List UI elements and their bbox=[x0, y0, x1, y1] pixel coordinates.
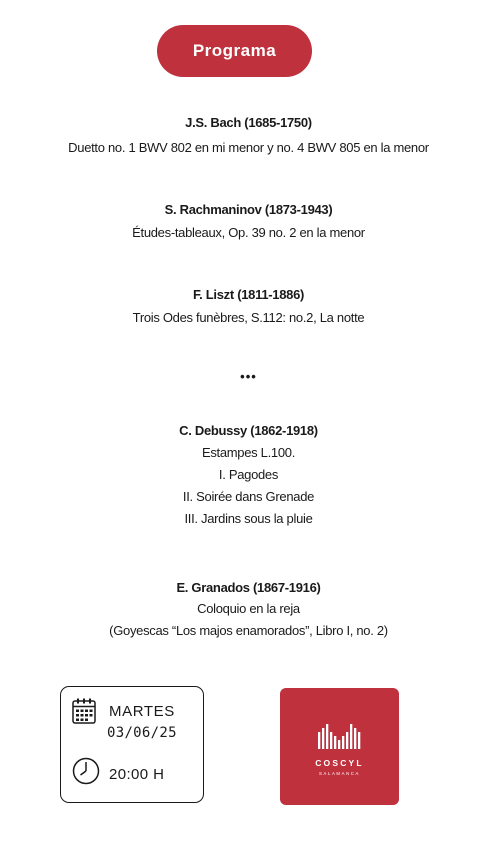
organ-pipes-icon bbox=[318, 724, 360, 749]
work-title: Duetto no. 1 BWV 802 en mi menor y no. 4 BWV 805 en la menor bbox=[68, 140, 429, 155]
program-title-badge: Programa bbox=[157, 25, 312, 77]
program-item-rachmaninov bbox=[0, 201, 497, 243]
program-item-debussy bbox=[0, 422, 497, 529]
program-item-bach bbox=[0, 114, 497, 158]
composer-name: C. Debussy (1862-1918) bbox=[179, 423, 318, 438]
coscyl-logo bbox=[280, 688, 399, 805]
event-info-box bbox=[60, 686, 204, 803]
work-title: Trois Odes funèbres, S.112: no.2, La notte bbox=[132, 310, 365, 325]
work-movement: I. Pagodes bbox=[218, 467, 279, 482]
logo-name: COSCYL bbox=[315, 758, 364, 768]
work-movement: II. Soirée dans Grenade bbox=[182, 489, 315, 504]
event-day: MARTES bbox=[109, 703, 175, 720]
composer-name: S. Rachmaninov (1873-1943) bbox=[164, 202, 333, 217]
composer-name: F. Liszt (1811-1886) bbox=[192, 287, 305, 302]
composer-name: E. Granados (1867-1916) bbox=[176, 580, 321, 595]
program-item-granados bbox=[0, 579, 497, 641]
work-subtitle: (Goyescas “Los majos enamorados”, Libro I, no. 2) bbox=[109, 623, 388, 638]
calendar-icon bbox=[72, 698, 96, 729]
composer-name: J.S. Bach (1685-1750) bbox=[185, 115, 312, 130]
work-title: Estampes L.100. bbox=[201, 445, 296, 460]
clock-icon bbox=[72, 757, 100, 790]
intermission-separator: ••• bbox=[240, 369, 257, 384]
event-date: 03/06/25 bbox=[107, 725, 177, 741]
event-time: 20:00 H bbox=[109, 766, 165, 783]
work-title: Coloquio en la reja bbox=[197, 601, 300, 616]
work-movement: III. Jardins sous la pluie bbox=[184, 511, 313, 526]
work-title: Études-tableaux, Op. 39 no. 2 en la menor bbox=[132, 225, 365, 240]
logo-subtitle: SALAMANCA bbox=[319, 771, 360, 776]
program-item-liszt bbox=[0, 286, 497, 328]
